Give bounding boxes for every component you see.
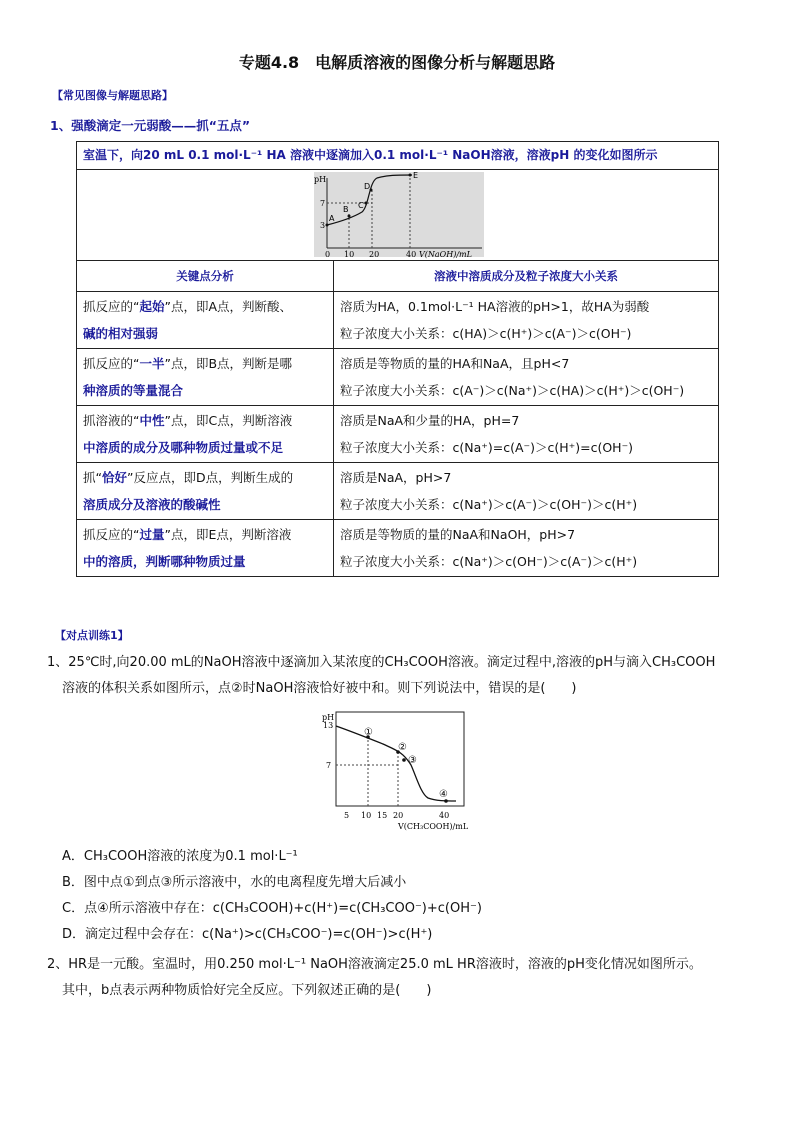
question-2-line-2: 其中，b点表示两种物质恰好完全反应。下列叙述正确的是( )	[62, 983, 432, 998]
column-header-key-points: 关键点分析	[77, 261, 334, 292]
q1-x-tick-15: 15	[377, 811, 388, 820]
key-point-cell: 抓溶液的“中性”点，即C点，判断溶液 中溶质的成分及哪种物质过量或不足	[77, 406, 334, 463]
table-row	[77, 292, 719, 349]
relation-cell: 溶质为HA，0.1mol·L⁻¹ HA溶液的pH>1，故HA为弱酸 粒子浓度大小关系：c(HA)＞c(H⁺)＞c(A⁻)＞c(OH⁻)	[334, 292, 719, 349]
page-title: 专题4.8 电解质溶液的图像分析与解题思路	[238, 53, 556, 72]
question-2-line-1: 2、HR是一元酸。室温时，用0.250 mol·L⁻¹ NaOH溶液滴定25.0 mL HR溶液时，溶液的pH变化情况如图所示。	[47, 957, 702, 972]
key-point-cell: 抓反应的“一半”点，即B点，判断是哪 种溶质的等量混合	[77, 349, 334, 406]
table-row	[77, 406, 719, 463]
x-tick-40: 40	[406, 250, 417, 259]
x-tick-20: 20	[369, 250, 380, 259]
x-tick-0: 0	[325, 250, 331, 259]
y-tick-7: 7	[320, 199, 326, 208]
relation-cell: 溶质是NaA，pH>7 粒子浓度大小关系：c(Na⁺)＞c(A⁻)＞c(OH⁻)＞c(H⁺)	[334, 463, 719, 520]
column-header-solute-relation: 溶液中溶质成分及粒子浓度大小关系	[334, 261, 719, 292]
y-axis-label: pH	[314, 175, 327, 184]
titration-figure-cell	[77, 170, 719, 261]
q1-point-1: ①	[364, 727, 373, 738]
key-point-cell: 抓反应的“过量”点，即E点，判断溶液 中的溶质，判断哪种物质过量	[77, 520, 334, 577]
table-row	[77, 463, 719, 520]
q1-x-axis-label: V(CH₃COOH)/mL	[398, 822, 469, 831]
five-points-table	[76, 141, 719, 577]
q1-point-4: ④	[439, 789, 448, 800]
training-header: 【对点训练1】	[55, 629, 129, 642]
point-e-label: E	[413, 171, 419, 180]
q1-x-tick-10: 10	[361, 811, 372, 820]
q1-x-tick-20: 20	[393, 811, 404, 820]
subsection-title: 1、强酸滴定一元弱酸——抓“五点”	[50, 118, 251, 133]
option-b: B．图中点①到点③所示溶液中，水的电离程度先增大后减小	[62, 875, 407, 890]
q1-y-tick-7: 7	[326, 761, 332, 770]
x-tick-10: 10	[344, 250, 355, 259]
option-d: D．滴定过程中会存在：c(Na⁺)>c(CH₃COO⁻)=c(OH⁻)>c(H⁺)	[62, 927, 433, 942]
point-a-label: A	[329, 214, 335, 223]
x-axis-label: V(NaOH)/mL	[419, 250, 472, 259]
option-c: C．点④所示溶液中存在：c(CH₃COOH)+c(H⁺)=c(CH₃COO⁻)+c(OH⁻)	[62, 901, 482, 916]
relation-cell: 溶质是等物质的量的NaA和NaOH，pH>7 粒子浓度大小关系：c(Na⁺)＞c(OH⁻)＞c(A⁻)＞c(H⁺)	[334, 520, 719, 577]
relation-cell: 溶质是NaA和少量的HA，pH=7 粒子浓度大小关系：c(Na⁺)=c(A⁻)＞c(H⁺)=c(OH⁻)	[334, 406, 719, 463]
point-c-label: C	[358, 201, 364, 210]
table-row	[77, 349, 719, 406]
titration-curve-figure	[77, 170, 717, 260]
relation-cell: 溶质是等物质的量的HA和NaA，且pH<7 粒子浓度大小关系：c(A⁻)＞c(Na⁺)＞c(HA)＞c(H⁺)＞c(OH⁻)	[334, 349, 719, 406]
y-tick-3: 3	[320, 221, 326, 230]
q1-y-axis-label: pH	[322, 713, 335, 722]
key-point-cell: 抓“恰好”反应点，即D点，判断生成的 溶质成分及溶液的酸碱性	[77, 463, 334, 520]
key-point-cell: 抓反应的“起始”点，即A点，判断酸、 碱的相对强弱	[77, 292, 334, 349]
q1-y-tick-13: 13	[323, 721, 334, 730]
question-1-line-2: 溶液的体积关系如图所示，点②时NaOH溶液恰好被中和。则下列说法中，错误的是( )	[62, 681, 577, 696]
point-d-label: D	[364, 182, 371, 191]
q1-point-3: ③	[408, 755, 417, 766]
q1-x-tick-5: 5	[344, 811, 350, 820]
q1-x-tick-40: 40	[439, 811, 450, 820]
question-1-line-1: 1、25℃时,向20.00 mL的NaOH溶液中逐滴加入某浓度的CH₃COOH溶液。滴定过程中,溶液的pH与滴入CH₃COOH	[47, 655, 716, 670]
table-header: 室温下，向20 mL 0.1 mol·L⁻¹ HA 溶液中逐滴加入0.1 mol·L⁻¹ NaOH溶液，溶液pH 的变化如图所示	[77, 142, 719, 170]
section-header: 【常见图像与解题思路】	[52, 89, 173, 102]
point-b-label: B	[343, 205, 349, 214]
option-a: A．CH₃COOH溶液的浓度为0.1 mol·L⁻¹	[62, 849, 298, 864]
q1-point-2: ②	[398, 742, 407, 753]
q1-titration-figure	[318, 710, 478, 832]
table-row	[77, 520, 719, 577]
